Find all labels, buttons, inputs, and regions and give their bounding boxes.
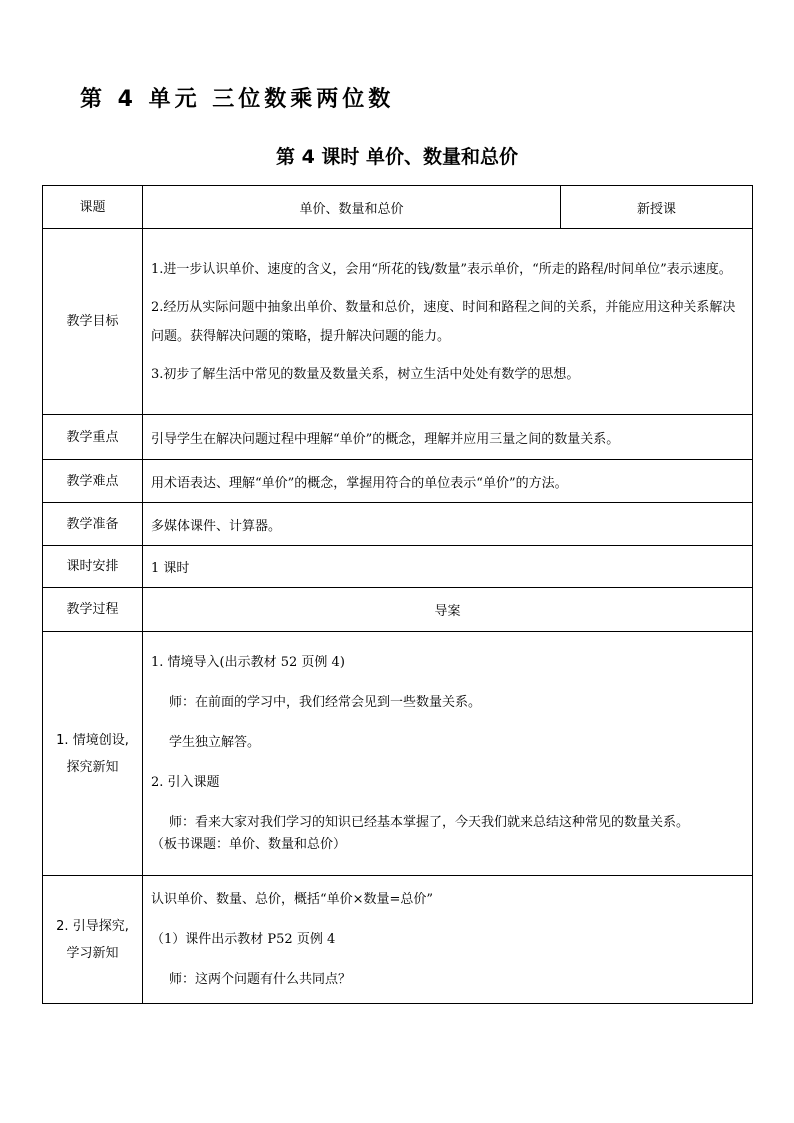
section-2-content [143, 876, 753, 1004]
unit-title: 第 4 单元 三位数乘两位数 [80, 87, 395, 112]
goal-item: 1.进一步认识单价、速度的含义，会用“所花的钱/数量”表示单价，“所走的路程/时间单位”表示速度。 [151, 261, 732, 277]
goal-item: 2.经历从实际问题中抽象出单价、数量和总价，速度、时间和路程之间的关系，并能应用这种关系解决问题。获得解决问题的策略，提升解决问题的能力。 [151, 299, 736, 344]
process-value: 导案 [143, 588, 753, 632]
topic-label: 课题 [43, 186, 143, 229]
difficulty-label: 教学难点 [43, 460, 143, 503]
table-row-goals [43, 229, 753, 415]
section-1-line: 1. 情境导入(出示教材 52 页例 4) [151, 654, 345, 670]
key-point-label: 教学重点 [43, 415, 143, 460]
goals-content [143, 229, 753, 415]
lesson-type: 新授课 [561, 186, 753, 229]
section-2-line: 师：这两个问题有什么共同点？ [169, 971, 352, 987]
difficulty-value: 用术语表达、理解“单价”的概念，掌握用符合的单位表示“单价”的方法。 [143, 460, 753, 503]
table-row-section-1 [43, 632, 753, 876]
section-1-line: （板书课题：单价、数量和总价） [151, 836, 347, 852]
process-label: 教学过程 [43, 588, 143, 632]
lesson-plan-table [42, 185, 753, 1004]
table-row-topic [43, 186, 753, 229]
schedule-value: 1 课时 [143, 546, 753, 588]
section-2-line: （1）课件出示教材 P52 页例 4 [151, 931, 336, 947]
table-row-process [43, 588, 753, 632]
section-2-label-line: 2. 引导探究, [56, 918, 129, 934]
section-2-line: 认识单价、数量、总价，概括“单价×数量=总价” [151, 891, 434, 907]
preparation-label: 教学准备 [43, 503, 143, 546]
table-row-difficulty [43, 460, 753, 503]
schedule-label: 课时安排 [43, 546, 143, 588]
section-2-label [43, 876, 143, 1004]
section-1-line: 师：看来大家对我们学习的知识已经基本掌握了，今天我们就来总结这种常见的数量关系。 [169, 814, 690, 830]
section-1-line: 师：在前面的学习中，我们经常会见到一些数量关系。 [169, 694, 482, 710]
section-1-line: 学生独立解答。 [169, 734, 261, 750]
section-1-line: 2. 引入课题 [151, 774, 220, 790]
preparation-value: 多媒体课件、计算器。 [143, 503, 753, 546]
section-1-label-line: 探究新知 [66, 759, 119, 775]
table-row-key-point [43, 415, 753, 460]
section-2-label-line: 学习新知 [66, 945, 119, 961]
goals-label: 教学目标 [43, 229, 143, 415]
section-1-content [143, 632, 753, 876]
topic-value: 单价、数量和总价 [143, 186, 561, 229]
section-1-label-line: 1. 情境创设, [56, 732, 129, 748]
table-row-schedule [43, 546, 753, 588]
table-row-preparation [43, 503, 753, 546]
lesson-title: 第 4 课时 单价、数量和总价 [275, 146, 519, 168]
key-point-value: 引导学生在解决问题过程中理解“单价”的概念，理解并应用三量之间的数量关系。 [143, 415, 753, 460]
goal-item: 3.初步了解生活中常见的数量及数量关系，树立生活中处处有数学的思想。 [151, 366, 580, 382]
table-row-section-2 [43, 876, 753, 1004]
section-1-label [43, 632, 143, 876]
